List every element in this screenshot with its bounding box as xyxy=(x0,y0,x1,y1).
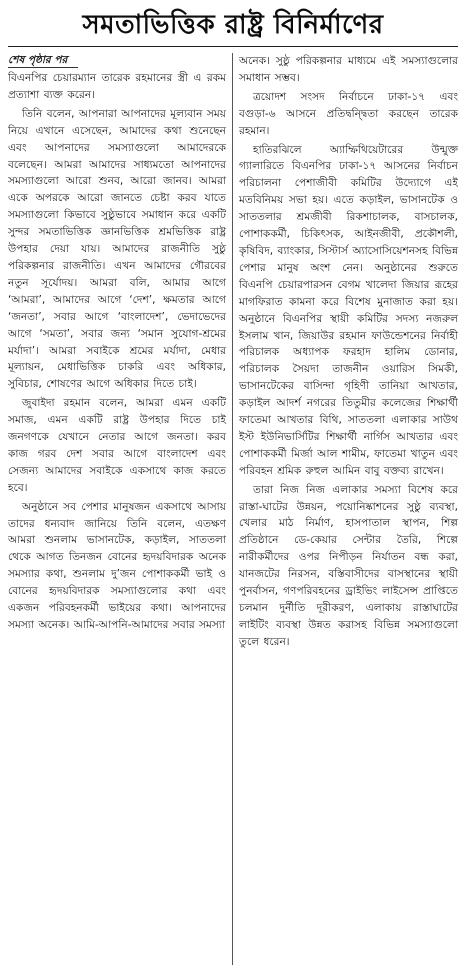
paragraph: তিনি বলেন, আপনারা আপনাদের মূল্যবান সময় নিয়ে এখানে এসেছেন, আমাদের কথা শুনেছেন এবং আপনাদের সমস্যাগুলো আমাদেরকে বলেছেন। আমরা আমাদের সাধ্যমতো আপনাদের সমস্যাগুলো আরো শুনব, আরো জানব। আমরা একে অপরকে আরো জানতে চেষ্টা করব যাতে সমস্যাগুলো কিভাবে সুষ্ঠুভাবে সমাধান করে একটি সুন্দর সমতাভিত্তিক জ্ঞানভিত্তিক শ্রমভিত্তিক রাষ্ট্র উপহার দেয়া যায়। আমাদের রাজনীতি সুষ্ঠু পরিকল্পনার রাজনীতি। এখন আমাদের গৌরবের নতুন সূর্যোদয়। আমরা বলি, আমার আগে ‘আমরা’, আমাদের আগে ‘দেশ’, ক্ষমতার আগে ‘জনতা’, সবার আগে ‘বাংলাদেশ’, ভেদাভেদের আগে ‘সমতা’, সবার জন্য ‘সমান সুযোগ-শ্রমের মর্যাদা’। আমরা সবাইকে শ্রমের মর্যাদা, মেধার মূল্যায়ন, মেধাভিত্তিক চাকরি এবং অধিকার, সুবিচার, শোষণের আগে অধিকার দিতে চাই। xyxy=(8,107,226,391)
right-column xyxy=(233,53,458,965)
paragraph: জুবাইদা রহমান বলেন, আমরা এমন একটি সমাজ, এমন একটি রাষ্ট্র উপহার দিতে চাই জনগণকে যেখানে নেতার আগে জনতা। করব কাজ গরব দেশ সবার আগে বাংলাদেশ এবং সেজন্য আমাদের সবাইকে একসাথে কাজ করতে হবে। xyxy=(8,397,226,494)
continued-from-label: শেষ পৃষ্ঠার পর xyxy=(8,53,226,68)
paragraph: অনেক। সুষ্ঠু পরিকল্পনার মাধ্যমে এই সমস্যাগুলোর সমাধান সম্ভব। xyxy=(239,55,458,84)
paragraph: বিএনপির চেয়ারম্যান তারেক রহমানের স্ত্রী এ রকম প্রত্যাশা ব্যক্ত করেন। xyxy=(8,72,226,101)
paragraph: হাতিরঝিলে অ্যাম্ফিথিয়েটারের উন্মুক্ত গ্যালারিতে বিএনপির ঢাকা-১৭ আসনের নির্বাচন পরিচালনা পেশাজীবী কমিটির উদ্যোগে এই মতবিনিময় সভা হয়। এতে কড়াইল, ভাসানটেক ও সাততলার শ্রমজীবী রিকশাচালক, বাসচালক, পোশাককর্মী, চিকিৎসক, আইনজীবী, প্রকৌশলী, কৃষিবিদ, ব্যাংকার, সিস্টার্স অ্যাসোসিয়েশনসহ বিভিন্ন পেশার মানুষ অংশ নেন। অনুষ্ঠানের শুরুতে বিএনপি চেয়ারপারসন বেগম খালেদা জিয়ার রূহের মাগফিরাত কামনা করে বিশেষ মুনাজাত করা হয়। অনুষ্ঠানে বিএনপির স্থায়ী কমিটির সদস্য নজরুল ইসলাম খান, জিয়াউর রহমান ফাউন্ডেশনের নির্বাহী পরিচালক অধ্যাপক ফরহাদ হালিম ডোনার, পরিচালক সৈয়দা তাজনীন ওয়ারিস সিমকী, ভাসানটেকের বাসিন্দা গৃহিণী তানিয়া আখতার, কড়াইল আদর্শ নগরের তিতুমীর কলেজের শিক্ষার্থী ফাতেমা আখতার বিথি, সাততলা এলাকার সাউথ ইস্ট ইউনিভার্সিটির শিক্ষার্থী নার্গিস আখতার এবং পোশাককর্মী মির্জা আল শামীম, ফাতেমা খাতুন এবং পরিবহন শ্রমিক রুহুল আমিন বাবু বক্তব্য রাখেন। xyxy=(239,143,458,477)
article-columns xyxy=(8,53,458,965)
headline: সমতাভিত্তিক রাষ্ট্র বিনির্মাণের xyxy=(8,6,458,47)
paragraph: তারা নিজ নিজ এলাকার সমস্যা বিশেষ করে রাস্তা-ঘাটের উন্নয়ন, পয়োনিষ্কাশনের সুষ্ঠু ব্যবস্থা, খেলার মাঠ নির্মাণ, হাসপাতাল স্থাপন, শিল্প প্রতিষ্ঠানে ডে-কেয়ার সেন্টার তৈরি, শিল্পে নারীকর্মীদের ওপর নিপীড়ন নির্যাতন বন্ধ করা, যানজটের নিরসন, বস্তিবাসীদের বাসস্থানের স্থায়ী পুনর্বাসন, গণপরিবহনের ড্রাইভিং লাইসেন্স প্রাপ্তিতে চলমান দুর্নীতি দূরীকরণ, এলাকায় রাস্তাঘাটের লাইটিং ব্যবস্থা উন্নত করাসহ বিভিন্ন সমস্যাগুলো তুলে ধরেন। xyxy=(239,483,458,648)
paragraph: অনুষ্ঠানে সব পেশার মানুষজন একসাথে আসায় তাদের ধন্যবাদ জানিয়ে তিনি বলেন, এতক্ষণ আমরা শুনলাম ভাসানটেক, কড়াইল, সাততলা থেকে আগত তিনজন বোনের হৃদয়বিদারক অনেক সমস্যার কথা, শুনলাম দু’জন পোশাককর্মী ভাই ও বোনের হৃদয়বিদারক সমস্যাগুলোর কথা এবং একজন পরিবহনকর্মী ভাইয়ের কথা। আপনাদের সমস্যা অনেক। আমি-আপনি-আমাদের সবার সমস্যা xyxy=(8,500,226,631)
paragraph: ত্রয়োদশ সংসদ নির্বাচনে ঢাকা-১৭ এবং বগুড়া-৬ আসনে প্রতিদ্বন্দ্বিতা করছেন তারেক রহমান। xyxy=(239,90,458,137)
left-column xyxy=(8,53,233,965)
